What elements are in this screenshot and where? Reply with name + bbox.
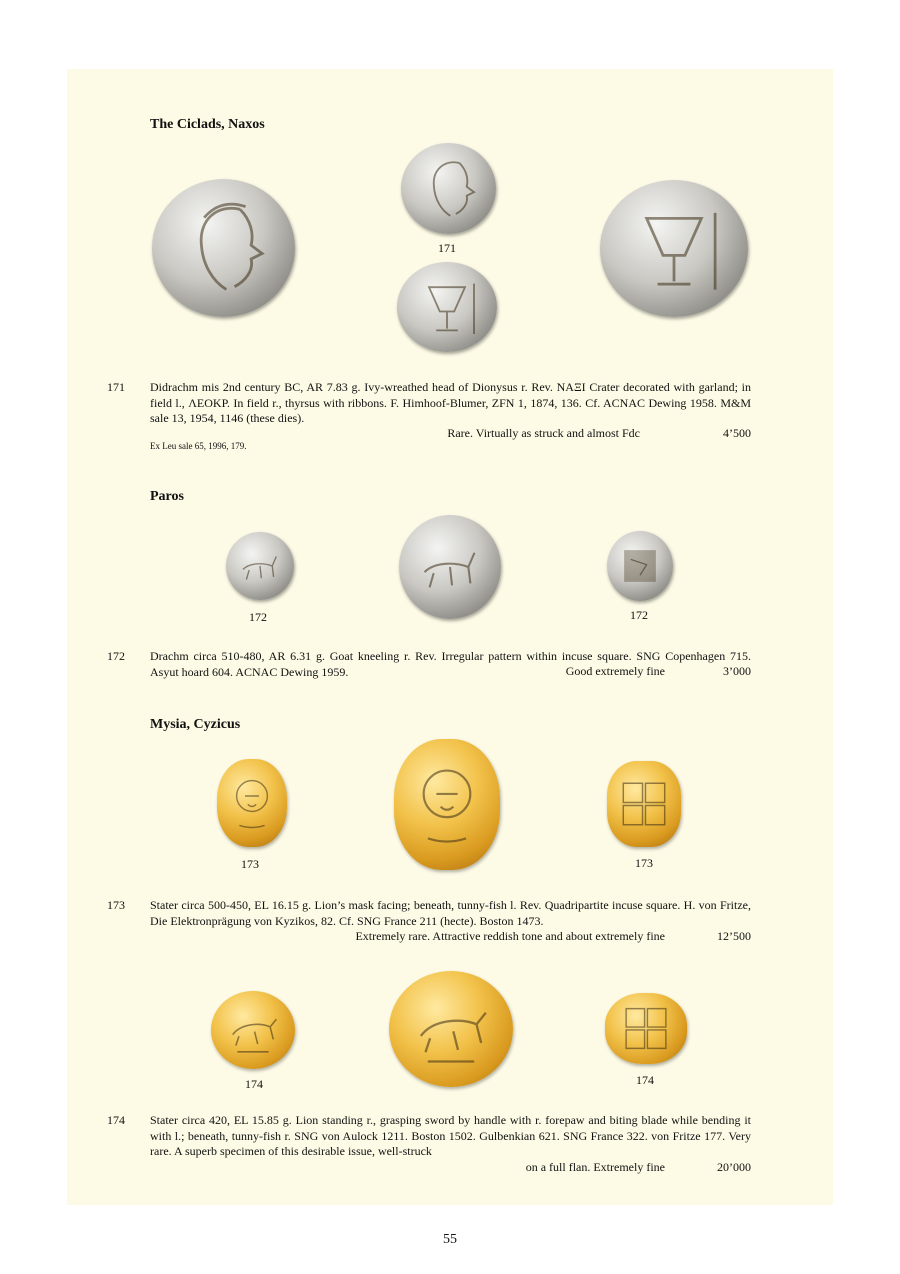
- coin-naxos-obverse-large: [152, 179, 295, 317]
- lot-171-provenance: Ex Leu sale 65, 1996, 179.: [150, 441, 247, 451]
- section-heading-cyzicus: Mysia, Cyzicus: [150, 717, 241, 732]
- coin-cyzicus-174-obverse-small: [211, 991, 295, 1069]
- coin-cyzicus-173-reverse: [607, 761, 681, 847]
- lot-174-grade: on a full flan. Extremely fine: [525, 1160, 665, 1174]
- lot-172-grade: Good extremely fine: [565, 664, 665, 678]
- coin-cyzicus-174-obverse-large: [389, 971, 513, 1087]
- coin-naxos-reverse-large: [600, 180, 748, 317]
- lot-173-caption-right: 173: [635, 856, 653, 870]
- coin-naxos-reverse-small: [397, 262, 497, 352]
- coin-cyzicus-173-obverse-large: [394, 739, 500, 870]
- lot-171-number: 171: [107, 380, 125, 394]
- lot-172-caption-left: 172: [249, 610, 267, 624]
- lot-172-number: 172: [107, 649, 125, 663]
- lot-174-description: Stater circa 420, EL 15.85 g. Lion standing r., grasping sword by handle with r. forepaw and biting blade while bending it with l.; beneath, tunny-fish r. SNG von Aulock 1211. Boston 1502. Gulbenkian 621. SNG France 322. von Fritze 177. Very rare. A superb specimen of this desirable issue, well-struck: [150, 1113, 751, 1158]
- coin-paros-obverse-large: [399, 515, 501, 619]
- coin-paros-obverse-small: [226, 532, 294, 600]
- lot-174-caption-left: 174: [245, 1077, 263, 1091]
- coin-paros-reverse: [607, 531, 673, 601]
- section-heading-naxos: The Ciclads, Naxos: [150, 117, 265, 132]
- lot-173-grade: Extremely rare. Attractive reddish tone and about extremely fine: [355, 929, 665, 943]
- lot-171-price: 4’500: [723, 426, 751, 440]
- section-heading-paros: Paros: [150, 489, 184, 504]
- lot-174-price: 20’000: [717, 1160, 751, 1174]
- lot-171-grade: Rare. Virtually as struck and almost Fdc: [447, 426, 640, 440]
- lot-171-caption: 171: [438, 241, 456, 255]
- lot-173-number: 173: [107, 898, 125, 912]
- lot-174-caption-right: 174: [636, 1073, 654, 1087]
- lot-172-caption-right: 172: [630, 608, 648, 622]
- page-number: 55: [443, 1232, 457, 1247]
- lot-171-description: Didrachm mis 2nd century BC, AR 7.83 g. Ivy-wreathed head of Dionysus r. Rev. ΝΑΞΙ Crater decorated with garland; in field l., ΛΕΟΚΡ. In field r., thyrsus with ribbons. F. Himhoof-Blumer, ZFN 1, 1874, 136. Cf. ACNAC Dewing 1958. M&M sale 13, 1954, 1146 (these dies).: [150, 380, 751, 425]
- lot-173-price: 12’500: [717, 929, 751, 943]
- lot-172-price: 3’000: [723, 664, 751, 678]
- lot-173-description: Stater circa 500-450, EL 16.15 g. Lion’s mask facing; beneath, tunny-fish l. Rev. Quadripartite incuse square. H. von Fritze, Die Elektronprägung von Kyzikos, 82. Cf. SNG France 211 (hecte). Boston 1473.: [150, 898, 751, 928]
- lot-174-number: 174: [107, 1113, 125, 1127]
- coin-cyzicus-173-obverse-small: [217, 759, 287, 847]
- lot-173-caption-left: 173: [241, 857, 259, 871]
- coin-cyzicus-174-reverse: [605, 993, 687, 1064]
- coin-naxos-obverse-small: [401, 143, 496, 234]
- lot-172-description: Drachm circa 510-480, AR 6.31 g. Goat kneeling r. Rev. Irregular pattern within incuse square. SNG Copenhagen 715. Asyut hoard 604. ACNAC Dewing 1959.: [150, 649, 751, 679]
